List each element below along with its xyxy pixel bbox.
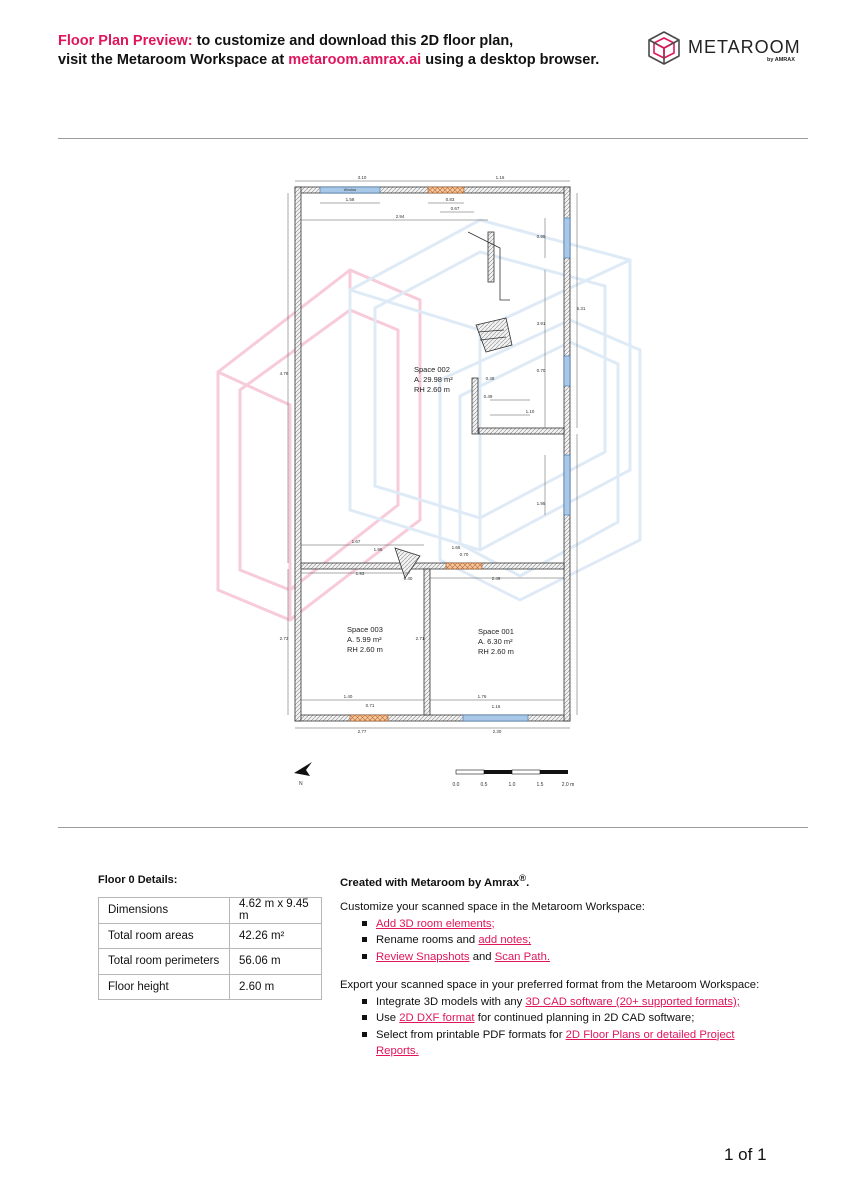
table-row [99, 923, 322, 949]
space-001-area: A. 6.30 m² [478, 637, 513, 646]
scale-label-4: 2.0 m [561, 782, 575, 788]
floor-details-table [98, 897, 322, 1000]
detail-value: 56.06 m [230, 949, 322, 975]
dim-mid-a: 1.67 [351, 539, 361, 544]
detail-key: Dimensions [99, 898, 230, 924]
detail-value: 2.60 m [230, 974, 322, 1000]
cad-software-link[interactable]: 3D CAD software (20+ supported formats); [525, 995, 740, 1008]
created-suffix: . [526, 876, 530, 889]
logo-subtitle: by AMRAX [767, 57, 795, 63]
dim-bot-door: 0.71 [365, 703, 375, 708]
detail-key: Floor height [99, 974, 230, 1000]
dim-left-total: 4.78 [279, 371, 289, 376]
add-3d-elements-link[interactable]: Add 3D room elements; [376, 917, 495, 930]
customize-list [340, 916, 780, 966]
pdf-reports-link[interactable]: 2D Floor Plans or detailed Project Reports. [376, 1028, 735, 1058]
list-item [362, 994, 780, 1011]
list-item [362, 916, 780, 933]
space-002-area: A. 29.98 m² [414, 375, 453, 384]
scale-label-1: 0.5 [480, 782, 488, 788]
dim-bot-left: 1.40 [343, 694, 353, 699]
list-item [362, 1010, 780, 1027]
dim-column-b: 0.49 [483, 394, 493, 399]
space-003-height: RH 2.60 m [347, 645, 383, 654]
dimension-labels [280, 175, 586, 734]
dim-mid-f: 0.40 [403, 576, 413, 581]
dxf-format-link[interactable]: 2D DXF format [399, 1012, 475, 1025]
preview-label: Floor Plan Preview: [58, 33, 193, 49]
dim-bot-right: 1.76 [477, 694, 487, 699]
scan-path-link[interactable]: Scan Path. [494, 950, 550, 963]
dim-right-win: 0.95 [536, 234, 546, 239]
dim-column-a: 0.48 [485, 376, 495, 381]
dim-column-c: 1.10 [525, 409, 535, 414]
list-item [362, 949, 780, 966]
dim-door1c: 2.94 [395, 214, 405, 219]
page-number: 1 of 1 [724, 1145, 767, 1164]
dim-right-upper: 5.31 [576, 306, 586, 311]
scale-bar [453, 770, 575, 788]
space-002-name: Space 002 [414, 365, 450, 374]
logo-wordmark: METAROOM [688, 37, 801, 57]
dim-right-mid: 3.91 [536, 321, 546, 326]
detail-value: 4.62 m x 9.45 m [230, 898, 322, 924]
and-text: and [469, 950, 495, 963]
customize-intro: Customize your scanned space in the Metaroom Workspace: [340, 901, 645, 914]
dim-mid-c: 1.65 [451, 545, 461, 550]
window-label: Window [343, 188, 357, 192]
use-text: Use [376, 1012, 400, 1025]
floor-details-title: Floor 0 Details: [98, 874, 178, 886]
workspace-url-link[interactable]: metaroom.amrax.ai [288, 52, 422, 68]
registered-mark: ® [519, 872, 527, 883]
dim-bot-total-r: 2.30 [492, 729, 502, 734]
dim-mid-d: 0.70 [459, 552, 469, 557]
dim-mid-g: 2.49 [491, 576, 501, 581]
scale-label-3: 1.5 [536, 782, 544, 788]
preview-line2-suffix: using a desktop browser. [421, 52, 600, 68]
select-pdf-text: Select from printable PDF formats for [376, 1028, 566, 1041]
space-003-name: Space 003 [347, 625, 383, 634]
outer-walls [295, 187, 570, 721]
space-003-area: A. 5.99 m² [347, 635, 382, 644]
detail-key: Total room areas [99, 923, 230, 949]
integrate-text: Integrate 3D models with any [376, 995, 526, 1008]
scale-label-2: 1.0 [508, 782, 516, 788]
table-row [99, 898, 322, 924]
room-labels [347, 365, 514, 656]
table-row [99, 974, 322, 1000]
list-item [362, 1027, 780, 1060]
dim-mid-e: 1.93 [355, 571, 365, 576]
add-notes-link[interactable]: add notes; [478, 934, 532, 947]
dim-top-left: 3.10 [357, 175, 367, 180]
dim-bot-win: 1.16 [491, 704, 501, 709]
table-row [99, 949, 322, 975]
detail-key: Total room perimeters [99, 949, 230, 975]
dim-win1: 1.58 [345, 197, 355, 202]
dim-door1: 0.83 [445, 197, 455, 202]
bottom-divider [58, 827, 808, 828]
dim-left-lower: 2.73 [279, 636, 289, 641]
dim-mid-b: 1.96 [373, 547, 383, 552]
north-arrow-icon [294, 762, 312, 787]
export-intro: Export your scanned space in your preferred format from the Metaroom Workspace: [340, 979, 760, 992]
space-001-height: RH 2.60 m [478, 647, 514, 656]
dxf-suffix-text: for continued planning in 2D CAD software; [474, 1012, 695, 1025]
review-snapshots-link[interactable]: Review Snapshots [376, 950, 470, 963]
dim-right-lower: 1.95 [536, 501, 546, 506]
created-with-heading [340, 870, 780, 891]
detail-value: 42.26 m² [230, 923, 322, 949]
watermark-logo [218, 220, 640, 620]
scale-label-0: 0.0 [452, 782, 460, 788]
space-001-name: Space 001 [478, 627, 514, 636]
dim-lower-mid: 2.71 [415, 636, 425, 641]
info-column [340, 870, 780, 1072]
north-label: N [299, 781, 303, 787]
dim-top-right: 1.16 [495, 175, 505, 180]
export-list [340, 994, 780, 1060]
preview-line1: to customize and download this 2D floor plan, [192, 33, 514, 49]
space-002-height: RH 2.60 m [414, 385, 450, 394]
list-item [362, 932, 780, 949]
created-prefix: Created with Metaroom by Amrax [340, 876, 520, 889]
preview-line2-prefix: visit the Metaroom Workspace at [58, 52, 289, 68]
rename-rooms-text: Rename rooms and [376, 934, 479, 947]
dimension-lines [288, 181, 577, 728]
dim-bot-total-l: 2.77 [357, 729, 367, 734]
dim-right-win2: 0.70 [536, 368, 546, 373]
dim-door1b: 0.67 [450, 206, 460, 211]
